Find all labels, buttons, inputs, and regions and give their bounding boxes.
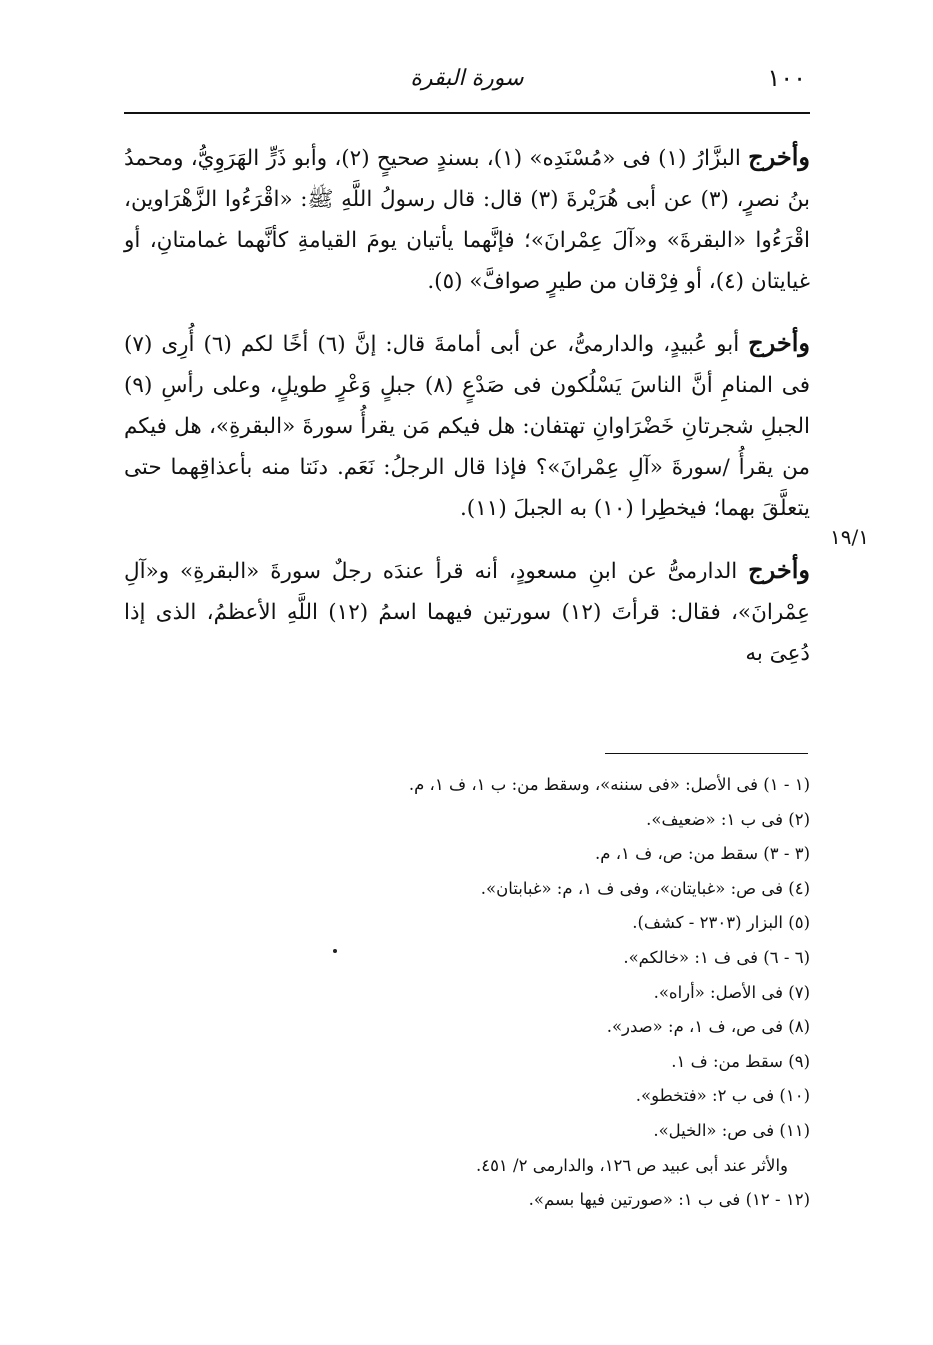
footnote: (٢) فى ب ١: «ضعيف». [646, 809, 810, 829]
footnote: (٧) فى الأصل: «أراه». [653, 982, 810, 1002]
footnote: (١ - ١) فى الأصل: «فى سننه»، وسقط من: ب ١، ف ١، م. [408, 775, 810, 794]
page-number: ١٠٠ [767, 64, 806, 92]
footnote: (١٢ - ١٢) فى ب ١: «صورتين فيها بسم». [528, 1190, 810, 1210]
footnote: (٩) سقط من: ف ١. [671, 1051, 810, 1071]
footnote: (٤) فى ص: «غبايتان»، وفى ف ١، م: «غبابتان». [480, 878, 810, 898]
footnote: (١١) فى ص: «الخيل». [653, 1120, 810, 1140]
footnote-continuation: والأثر عند أبى عبيد ص ١٢٦، والدارمى ٢/ ٤٥١. [475, 1155, 788, 1175]
paragraph-1 [124, 136, 810, 302]
paragraph-body: الدارمىُّ عن ابنِ مسعودٍ، أنه قرأ عندَه رجلٌ سورةَ «البقرةِ» و«آلِ عِمْرانَ»، فقال: قرأتَ (١٢) سورتين فيهما اسمُ (١٢) اللَّهِ الأعظمُ، الذى إذا دُعِىَ به [124, 559, 810, 666]
footnotes [124, 768, 810, 1218]
paragraph-label: وأخرج [748, 555, 810, 584]
footnote: (٨) فى ص، ف ١، م: «صدر». [606, 1017, 810, 1037]
main-text [124, 136, 810, 694]
paragraph-body: أبو عُبيدٍ، والدارمىُّ، عن أبى أمامةَ قال: إنَّ (٦) أخًا لكم (٦) أُرِى (٧) فى المنامِ أنَّ الناسَ يَسْلُكون فى صَدْعٍ (٨) جبلٍ وَعْرٍ طويلٍ، وعلى رأسِ (٩) الجبلِ شجرتانِ خَضْرَاوانِ تهتفان: هل فيكم مَن يقرأُ سورةَ «البقرةِ»، هل فيكم من يقرأُ /سورةَ «آلِ عِمْرانَ»؟ فإذا قال الرجلُ: نَعَم. دنَتا منه بأعذاقِهما حتى يتعلَّقَ بهما؛ فيخطِرا (١٠) به الجبلَ (١١). [124, 332, 810, 521]
margin-reference: ١٩/١ [830, 525, 869, 549]
running-title: سورة البقرة [410, 66, 524, 91]
footnote: (٥) البزار (٢٣٠٣ - كشف). [632, 913, 810, 933]
paragraph-label: وأخرج [748, 328, 810, 357]
footnote: (٦ - ٦) فى ف ١: «خالكم». [623, 947, 810, 967]
page-header [124, 58, 810, 114]
footnote: (٣ - ٣) سقط من: ص، ف ١، م. [594, 844, 810, 864]
paragraph-3 [124, 549, 810, 674]
paragraph-body: البزَّارُ (١) فى «مُسْنَدِه» (١)، بسندٍ صحيحٍ (٢)، وأبو ذَرٍّ الهَرَوِيُّ، ومحمدُ بنُ نصرٍ، (٣) عن أبى هُرَيْرةَ (٣) قال: قال رسولُ اللَّهِ ﷺ: «اقْرَءُوا الزَّهْرَاوين، اقْرَءُوا «البقرةَ» و«آلَ عِمْرانَ»؛ فإنَّهما يأتيان يومَ القيامةِ كأنَّهما غمامتانِ، أو غيايتان (٤)، أو فِرْقان من طيرٍ صوافَّ» (٥). [124, 146, 810, 294]
scan-speck [333, 949, 337, 953]
footnote: (١٠) فى ب ٢: «فتخطو». [635, 1086, 810, 1106]
paragraph-2 [124, 322, 810, 529]
paragraph-label: وأخرج [748, 142, 810, 171]
footnote-separator [605, 753, 808, 754]
header-rule [124, 112, 810, 114]
